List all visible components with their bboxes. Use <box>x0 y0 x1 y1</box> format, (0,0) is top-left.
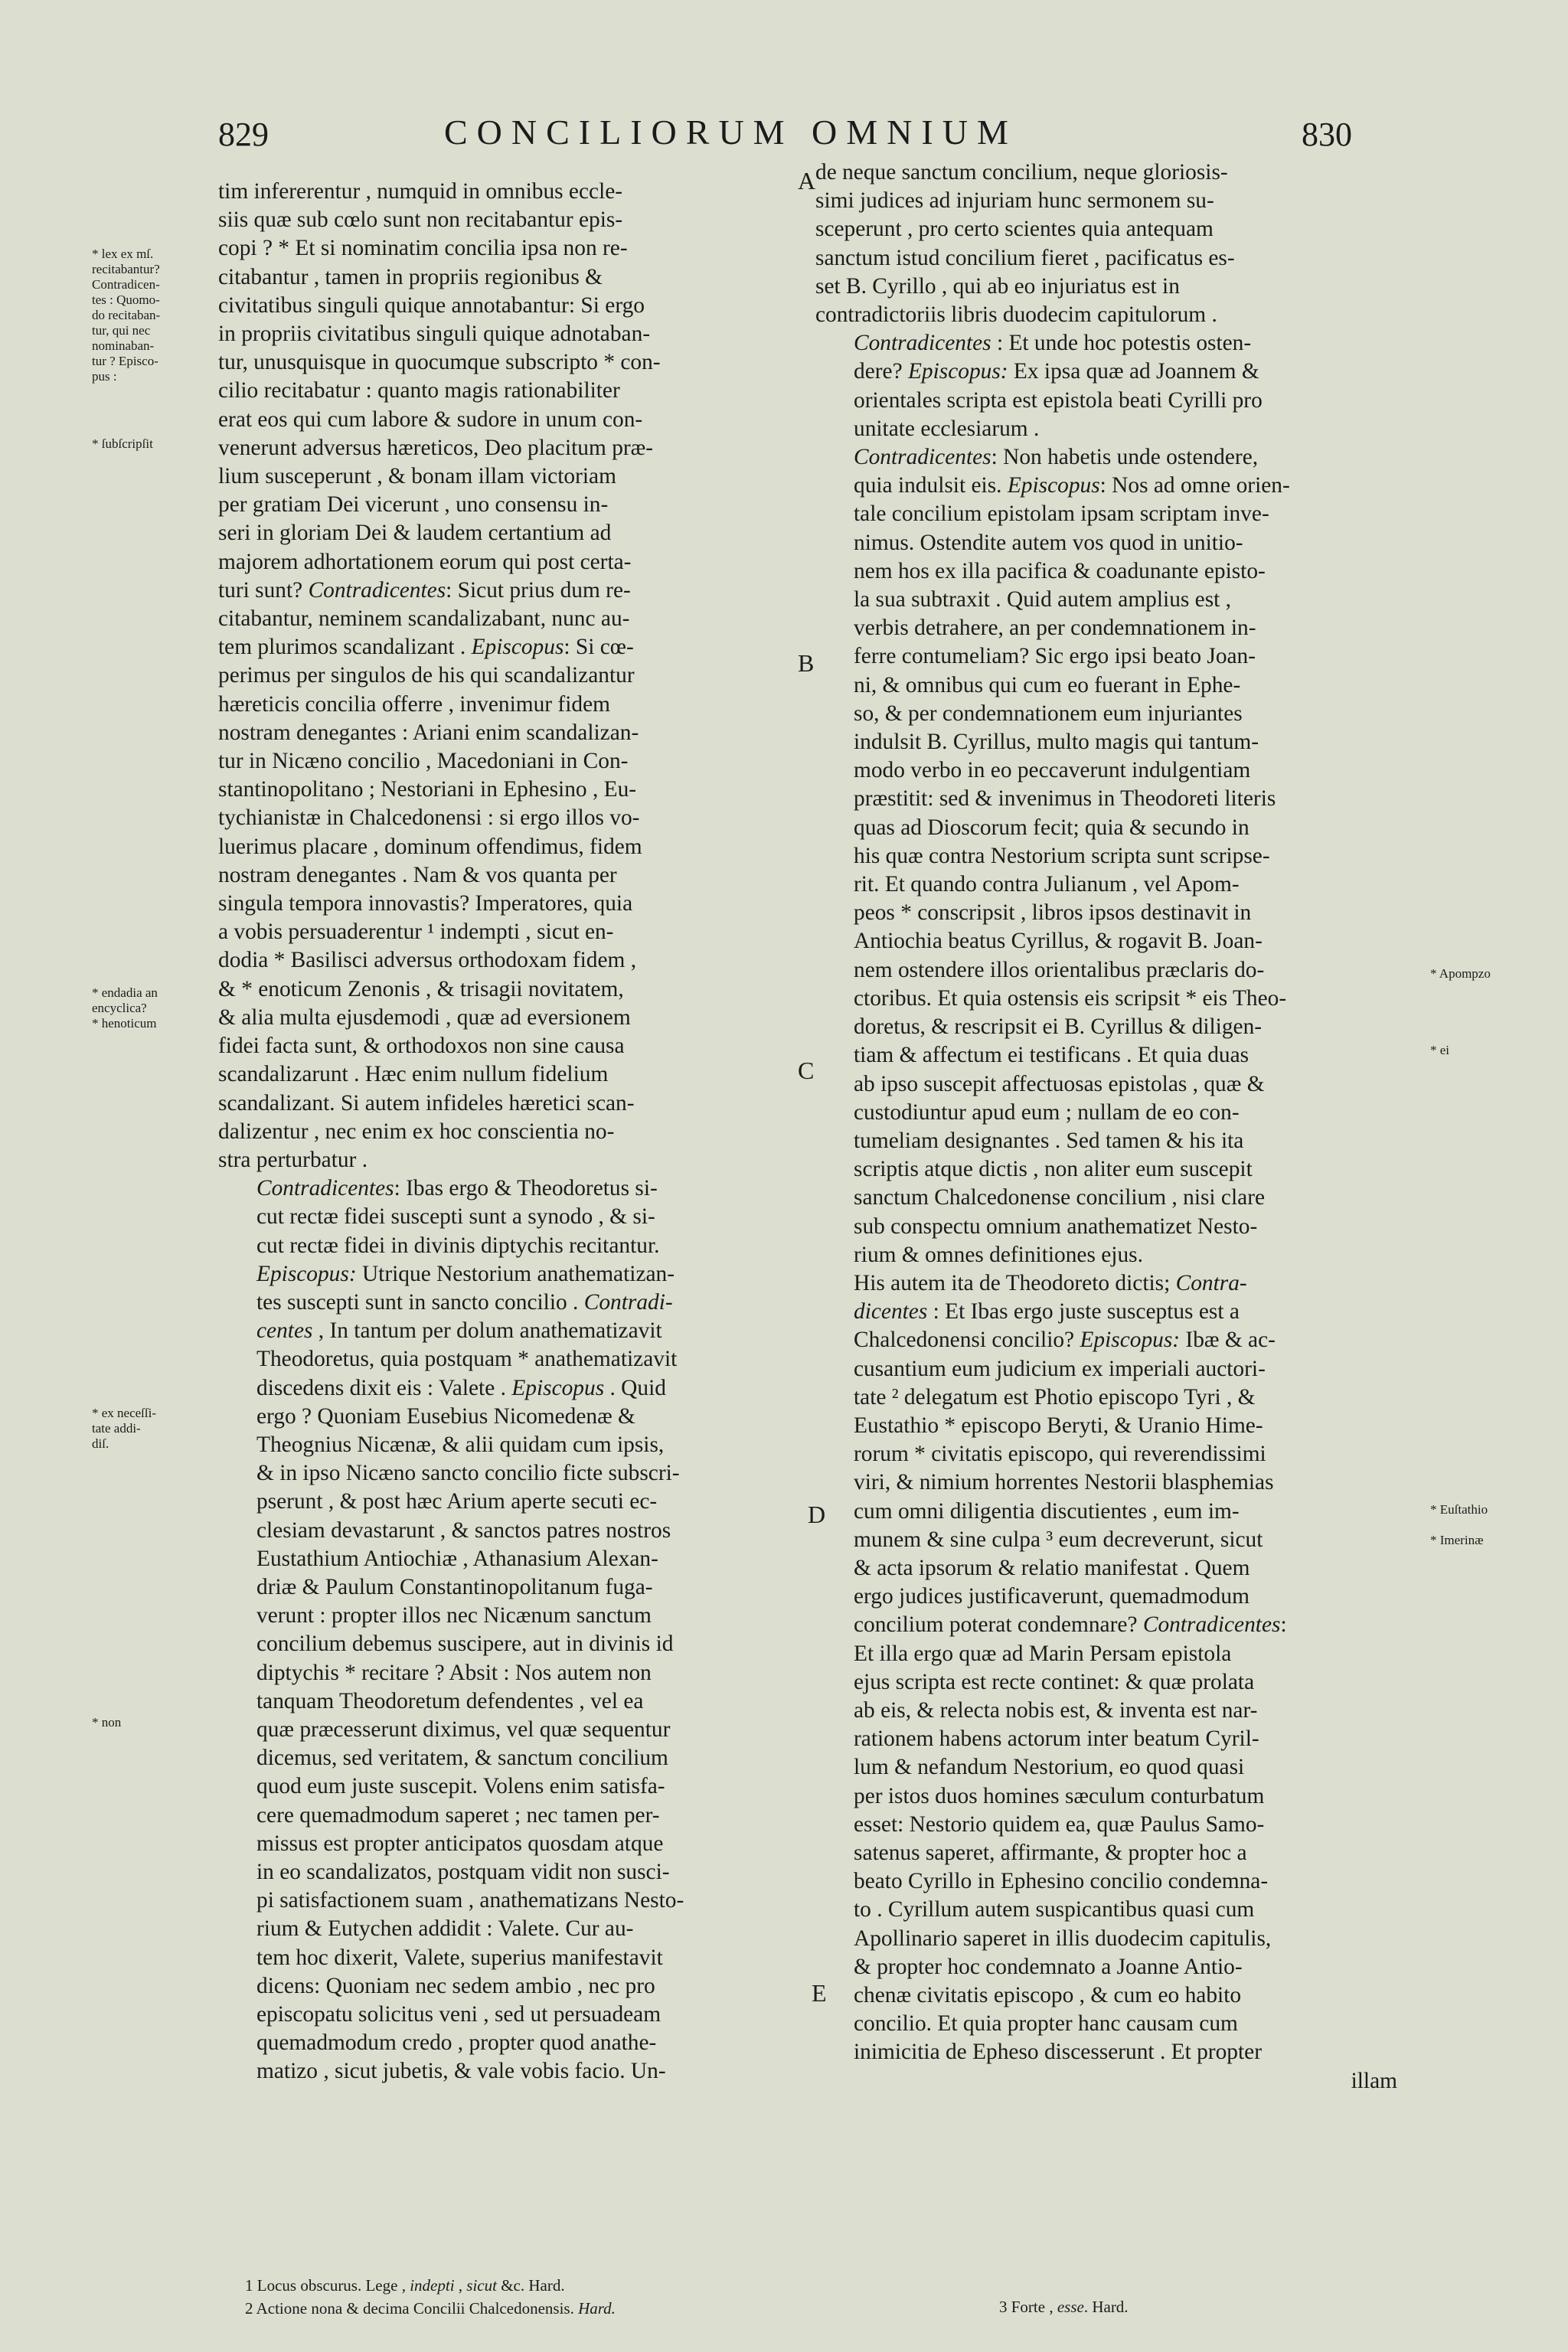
text-line: tim infererentur , numquid in omnibus eccle- <box>218 179 623 204</box>
text-line: tale concilium epistolam ipsam scriptam inve- <box>854 501 1269 527</box>
text-line: tiam & affectum ei testificans . Et quia duas <box>854 1043 1250 1068</box>
text-line: discedens dixit eis : Valete . Episcopus . Quid <box>256 1375 666 1400</box>
text-line: tumeliam designantes . Sed tamen & his ita <box>854 1128 1244 1153</box>
text-line: verunt : propter illos nec Nicænum sanctum <box>256 1603 652 1628</box>
text-line: rit. Et quando contra Julianum , vel Apom- <box>854 872 1240 897</box>
text-line: Eustathio * episcopo Beryti, & Uranio Hime- <box>854 1413 1263 1438</box>
text-line: ni, & omnibus qui cum eo fuerant in Ephe- <box>854 672 1241 697</box>
text-line: rium & omnes definitiones ejus. <box>854 1242 1143 1267</box>
margin-note: * Imerinæ <box>1430 1533 1484 1547</box>
text-line: munem & sine culpa ³ eum decreverunt, sicut <box>854 1527 1263 1552</box>
text-line: ctoribus. Et quia ostensis eis scripsit * eis Theo- <box>854 985 1287 1011</box>
section-letter-b: B <box>798 649 815 677</box>
italic-speaker: Episcopus: <box>256 1261 357 1286</box>
text-line: beato Cyrillo in Ephesino concilio condemna- <box>854 1869 1269 1894</box>
text-line: turi sunt? Contradicentes: Sicut prius dum re- <box>218 577 631 603</box>
text-line: perimus per singulos de his qui scandalizantur <box>218 663 635 688</box>
text-line: contradictoriis libris duodecim capitulorum . <box>815 302 1217 328</box>
text-line: la sua subtraxit . Quid autem amplius est , <box>854 587 1232 612</box>
margin-note <box>92 247 160 384</box>
text-line: ferre contumeliam? Sic ergo ipsi beato Joan- <box>854 644 1256 669</box>
text-line: indulsit B. Cyrillus, multo magis qui tantum- <box>854 730 1259 755</box>
section-letter-d: D <box>808 1501 826 1528</box>
text-line: ergo judices justificaverunt, quemadmodum <box>854 1584 1250 1609</box>
text-line: pserunt , & post hæc Arium aperte secuti ec- <box>256 1489 658 1514</box>
italic-speaker: Episcopus <box>1007 473 1100 498</box>
text-line: Antiochia beatus Cyrillus, & rogavit B. Joan- <box>854 929 1263 954</box>
italic-speaker: Contradi- <box>583 1289 673 1315</box>
text-line: quæ præcesserunt diximus, vel quæ sequentur <box>256 1717 671 1742</box>
margin-line: * henoticum <box>92 1016 157 1031</box>
margin-line: * ſubſcripſit <box>92 436 153 451</box>
margin-line: diſ. <box>92 1436 109 1451</box>
text-line: tem plurimos scandalizant . Episcopus: Si cœ- <box>218 635 634 660</box>
text-line: orientales scripta est epistola beati Cyrilli pro <box>854 387 1263 413</box>
text-line: ejus scripta est recte continet: & quæ prolata <box>854 1669 1255 1694</box>
footnote-italic: Hard. <box>578 2299 616 2318</box>
text-line: quas ad Dioscorum fecit; quia & secundo in <box>854 815 1250 840</box>
margin-line: nominaban- <box>92 338 155 353</box>
text-line: rium & Eutychen addidit : Valete. Cur au- <box>256 1916 634 1942</box>
paragraph <box>815 2067 1413 2096</box>
text-line: driæ & Paulum Constantinopolitanum fuga- <box>256 1574 653 1599</box>
italic-speaker: Episcopus: <box>907 359 1008 384</box>
text-line: quemadmodum credo , propter quod anathe- <box>256 2030 657 2056</box>
margin-line: do recitaban- <box>92 308 161 322</box>
text-line: fidei facta sunt, & orthodoxos non sine causa <box>218 1034 625 1059</box>
text-line: sceperunt , pro certo scientes quia antequam <box>815 217 1214 242</box>
text-line: civitatibus singuli quique annotabantur: Si ergo <box>218 292 645 318</box>
text-line: scandalizant. Si autem infideles hæretici scan- <box>218 1090 635 1116</box>
margin-line: * endadia an <box>92 985 158 1000</box>
text-line: Theognius Nicænæ, & alii quidam cum ipsis, <box>256 1432 665 1457</box>
text-line: Chalcedonensi concilio? Episcopus: Ibæ & ac- <box>854 1328 1276 1353</box>
text-line: a vobis persuaderentur ¹ indempti , sicut en- <box>218 920 614 945</box>
italic-speaker: Contradicentes <box>256 1176 394 1201</box>
text-line: ergo ? Quoniam Eusebius Nicomedenæ & <box>256 1403 635 1429</box>
paragraph <box>815 329 1413 443</box>
text-line: scriptis atque dictis , non aliter eum suscepit <box>854 1157 1253 1182</box>
text-line: episcopatu solicitus veni , sed ut persuadeam <box>256 2002 662 2027</box>
text-line: matizo , sicut jubetis, & vale vobis facio. Un- <box>256 2059 666 2084</box>
margin-line: Contradicen- <box>92 277 160 292</box>
text-line: viri, & nimium horrentes Nestorii blasphemias <box>854 1470 1274 1495</box>
footnote: 1 Locus obscurus. Lege , indepti , sicut &c. Hard. <box>245 2276 565 2295</box>
text-line: rationem habens actorum inter beatum Cyril- <box>854 1726 1259 1752</box>
text-line: pi satisfactionem suam , anathematizans Nesto- <box>256 1888 684 1913</box>
text-line: sub conspectu omnium anathematizet Nesto- <box>854 1214 1258 1239</box>
text-line: dodia * Basilisci adversus orthodoxam fidem , <box>218 948 637 973</box>
text-line: majorem adhortationem eorum qui post certa- <box>218 549 632 574</box>
margin-note <box>92 436 153 452</box>
italic-speaker: Contra- <box>1175 1270 1247 1295</box>
text-line: dicens: Quoniam nec sedem ambio , nec pro <box>256 1973 655 1998</box>
text-line: esset: Nestorio quidem ea, quæ Paulus Samo- <box>854 1811 1265 1837</box>
text-line: quod eum juste suscepit. Volens enim satisfa- <box>256 1774 665 1799</box>
text-line: de neque sanctum concilium, neque gloriosis- <box>815 160 1228 185</box>
margin-note: * ei <box>1430 1043 1450 1057</box>
text-line: siis quæ sub cœlo sunt non recitabantur epis- <box>218 207 623 233</box>
text-line: in eo scandalizatos, postquam vidit non susci- <box>256 1859 670 1884</box>
paragraph <box>218 178 823 1174</box>
margin-line: encyclica? <box>92 1001 147 1015</box>
text-line: centes , In tantum per dolum anathematizavit <box>256 1318 662 1344</box>
footnotes <box>245 2274 616 2320</box>
right-text-column <box>815 158 1413 2096</box>
text-line: nem ostendere illos orientalibus præclaris do- <box>854 957 1265 982</box>
text-line: nimus. Ostendite autem vos quod in unitio- <box>854 530 1243 555</box>
margin-note: * Apompzo <box>1430 966 1491 981</box>
text-line: Apollinario saperet in illis duodecim capitulis, <box>854 1926 1272 1951</box>
text-line: simi judices ad injuriam hunc sermonem su- <box>815 188 1214 214</box>
text-line: citabantur , tamen in propriis regionibus & <box>218 264 603 289</box>
text-line: to . Cyrillum autem suspicantibus quasi cum <box>854 1897 1255 1922</box>
text-line: præstitit: sed & invenimus in Theodoreti literis <box>854 786 1276 812</box>
text-line: Contradicentes: Non habetis unde ostendere, <box>854 445 1259 470</box>
text-line: tanquam Theodoretum defendentes , vel ea <box>256 1688 644 1713</box>
text-line: Contradicentes : Et unde hoc potestis osten- <box>854 331 1252 356</box>
italic-speaker: centes <box>256 1318 313 1344</box>
text-line: seri in gloriam Dei & laudem certantium ad <box>218 521 612 546</box>
text-line: peos * conscripsit , libros ipsos destinavit in <box>854 900 1252 926</box>
margin-line: tes : Quomo- <box>92 292 160 307</box>
text-line: per istos duos homines sæculum conturbatum <box>854 1783 1265 1808</box>
text-line: dicentes : Et Ibas ergo juste susceptus est a <box>854 1299 1240 1325</box>
text-line: his quæ contra Nestorium scripta sunt scripse- <box>854 843 1270 868</box>
footnote: 3 Forte , esse. Hard. <box>999 2298 1129 2316</box>
text-line: clesiam devastarunt , & sanctos patres nostros <box>256 1517 671 1543</box>
text-line: scandalizarunt . Hæc enim nullum fidelium <box>218 1062 609 1087</box>
section-letter-e: E <box>812 1979 827 2007</box>
text-line: satenus saperet, affirmante, & propter hoc a <box>854 1840 1247 1865</box>
text-line: ab eis, & relecta nobis est, & inventa est nar- <box>854 1697 1258 1723</box>
italic-speaker: Contradicentes <box>854 331 991 356</box>
text-line: Et illa ergo quæ ad Marin Persam epistola <box>854 1641 1232 1666</box>
running-head: CONCILIORUM OMNIUM <box>444 113 1018 152</box>
margin-line: tate addi- <box>92 1421 141 1436</box>
text-line: & propter hoc condemnato a Joanne Antio- <box>854 1954 1243 1979</box>
margin-note <box>92 1406 156 1452</box>
text-line: sanctum istud concilium fieret , pacificatus es- <box>815 245 1235 270</box>
text-line: & in ipso Nicæno sancto concilio ficte subscri- <box>256 1461 680 1486</box>
footnote: 2 Actione nona & decima Concilii Chalcedonensis. Hard. <box>245 2299 616 2318</box>
text-line: dalizentur , nec enim ex hoc conscientia no- <box>218 1119 615 1144</box>
text-line: tychianistæ in Chalcedonensi : si ergo illos vo- <box>218 805 640 831</box>
margin-line: * non <box>92 1715 122 1730</box>
text-line: citabantur, neminem scandalizabant, nunc au- <box>218 606 630 632</box>
text-line: tes suscepti sunt in sancto concilio . Contradi- <box>256 1289 673 1315</box>
text-line: per gratiam Dei vicerunt , uno consensu in- <box>218 492 609 518</box>
text-line: nostram denegantes . Nam & vos quanta per <box>218 862 617 887</box>
text-line: custodiuntur apud eum ; nullam de eo con- <box>854 1099 1240 1125</box>
text-line: tur in Nicæno concilio , Macedoniani in Con- <box>218 749 629 774</box>
text-line: doretus, & rescripsit ei B. Cyrillus & diligen- <box>854 1014 1263 1040</box>
text-line: cilio recitabatur : quanto magis rationabiliter <box>218 378 620 403</box>
margin-note: * Euſtathio <box>1430 1502 1488 1517</box>
text-line: stra perturbatur . <box>218 1147 368 1172</box>
italic-speaker: Contradicentes <box>1142 1612 1281 1638</box>
footnote-italic: esse <box>1057 2298 1084 2316</box>
text-line: copi ? * Et si nominatim concilia ipsa non re- <box>218 236 628 261</box>
text-line: tur, unusquisque in quocumque subscripto * con- <box>218 350 661 375</box>
text-line: set B. Cyrillo , qui ab eo injuriatus est in <box>815 273 1180 299</box>
text-line: rorum * civitatis episcopo, qui reverendissimi <box>854 1442 1266 1467</box>
text-line: cere quemadmodum saperet ; nec tamen per- <box>256 1802 660 1828</box>
text-line: lum & nefandum Nestorium, eo quod quasi <box>854 1755 1245 1780</box>
text-line: nem hos ex illa pacifica & coadunante episto- <box>854 558 1266 583</box>
text-line: inimicitia de Epheso discesserunt . Et propter <box>854 2040 1262 2065</box>
text-line: erat eos qui cum labore & sudore in unum con- <box>218 407 643 432</box>
text-line: chenæ civitatis episcopo , & cum eo habito <box>854 1983 1242 2007</box>
margin-line: * lex ex mſ. <box>92 247 154 261</box>
margin-line: * ex neceſſi- <box>92 1406 157 1420</box>
text-line: unitate ecclesiarum . <box>854 416 1040 441</box>
text-line: cut rectæ fidei in divinis diptychis recitantur. <box>256 1233 660 1258</box>
text-line: & alia multa ejusdemodi , quæ ad eversionem <box>218 1004 631 1030</box>
text-line: singula tempora innovastis? Imperatores, quia <box>218 891 633 916</box>
text-line: Episcopus: Utrique Nestorium anathematizan- <box>256 1261 675 1286</box>
text-line: cum omni diligentia discutientes , eum im- <box>854 1498 1240 1524</box>
italic-speaker: Contradicentes <box>308 577 446 603</box>
text-line: concilio. Et quia propter hanc causam cum <box>854 2011 1238 2037</box>
text-line: & * enoticum Zenonis , & trisagii novitatem, <box>218 976 624 1001</box>
text-line: sanctum Chalcedonense concilium , nisi clare <box>854 1185 1266 1210</box>
text-line: verbis detrahere, an per condemnationem in- <box>854 616 1256 641</box>
italic-speaker: Episcopus <box>511 1375 605 1400</box>
text-line: illam <box>1351 2068 1397 2093</box>
text-line: & acta ipsorum & relatio manifestat . Quem <box>854 1555 1250 1580</box>
text-line: concilium debemus suscipere, aut in divinis id <box>256 1632 674 1657</box>
text-line: Eustathium Antiochiæ , Athanasium Alexan- <box>256 1546 658 1571</box>
text-line: tem hoc dixerit, Valete, superius manifestavit <box>256 1945 663 1970</box>
text-line: nostram denegantes : Ariani enim scandalizan- <box>218 720 639 745</box>
text-line: quia indulsit eis. Episcopus: Nos ad omne orien- <box>854 473 1290 498</box>
margin-line: tur, qui nec <box>92 323 151 338</box>
paragraph <box>815 443 1413 1269</box>
text-line: missus est propter anticipatos quosdam atque <box>256 1831 664 1856</box>
text-line: ab ipso suscepit affectuosas epistolas , quæ & <box>854 1071 1265 1096</box>
text-line: Theodoretus, quia postquam * anathematizavit <box>256 1347 678 1372</box>
text-line: luerimus placare , dominum offendimus, fidem <box>218 834 642 859</box>
italic-speaker: Episcopus <box>471 635 564 660</box>
text-line: dere? Episcopus: Ex ipsa quæ ad Joannem & <box>854 359 1259 384</box>
section-letter-c: C <box>798 1057 815 1084</box>
italic-speaker: Contradicentes <box>854 445 991 470</box>
page-number-left: 829 <box>218 116 269 153</box>
text-line: cusantium eum judicium ex imperiali auctori- <box>854 1356 1266 1381</box>
text-line: His autem ita de Theodoreto dictis; Contra- <box>854 1270 1247 1295</box>
margin-line: pus : <box>92 369 117 384</box>
text-line: lium susceperunt , & bonam illam victoriam <box>218 464 616 489</box>
text-line: in propriis civitatibus singuli quique adnotaban- <box>218 322 651 347</box>
page-number-right: 830 <box>1302 116 1352 153</box>
text-line: modo verbo in eo peccaverunt indulgentiam <box>854 758 1251 783</box>
text-line: cut rectæ fidei suscepti sunt a synodo , & si- <box>256 1204 655 1230</box>
paragraph <box>815 158 1413 329</box>
margin-line: recitabantur? <box>92 262 160 276</box>
margin-note <box>92 985 158 1031</box>
text-line: stantinopolitano ; Nestoriani in Ephesino , Eu- <box>218 777 637 802</box>
text-line: diptychis * recitare ? Absit : Nos autem non <box>256 1660 652 1685</box>
left-text-column <box>218 178 826 2086</box>
text-line: Contradicentes: Ibas ergo & Theodoretus si- <box>256 1176 658 1201</box>
margin-line: tur ? Episco- <box>92 354 158 368</box>
paragraph <box>815 1269 1413 2067</box>
section-letter-a: A <box>798 167 816 194</box>
paragraph <box>218 1174 826 2086</box>
text-line: so, & per condemnationem eum injuriantes <box>854 701 1243 726</box>
italic-speaker: Episcopus: <box>1080 1328 1181 1353</box>
text-line: concilium poterat condemnare? Contradicentes: <box>854 1612 1287 1638</box>
text-line: dicemus, sed veritatem, & sanctum concilium <box>256 1746 668 1771</box>
margin-note <box>92 1715 121 1730</box>
text-line: tate ² delegatum est Photio episcopo Tyri , & <box>854 1384 1256 1410</box>
italic-speaker: dicentes <box>854 1299 928 1325</box>
text-line: venerunt adversus hæreticos, Deo placitum præ- <box>218 435 654 460</box>
footnote-italic: indepti , sicut <box>410 2276 497 2295</box>
text-line: hæreticis concilia offerre , invenimur fidem <box>218 691 610 717</box>
